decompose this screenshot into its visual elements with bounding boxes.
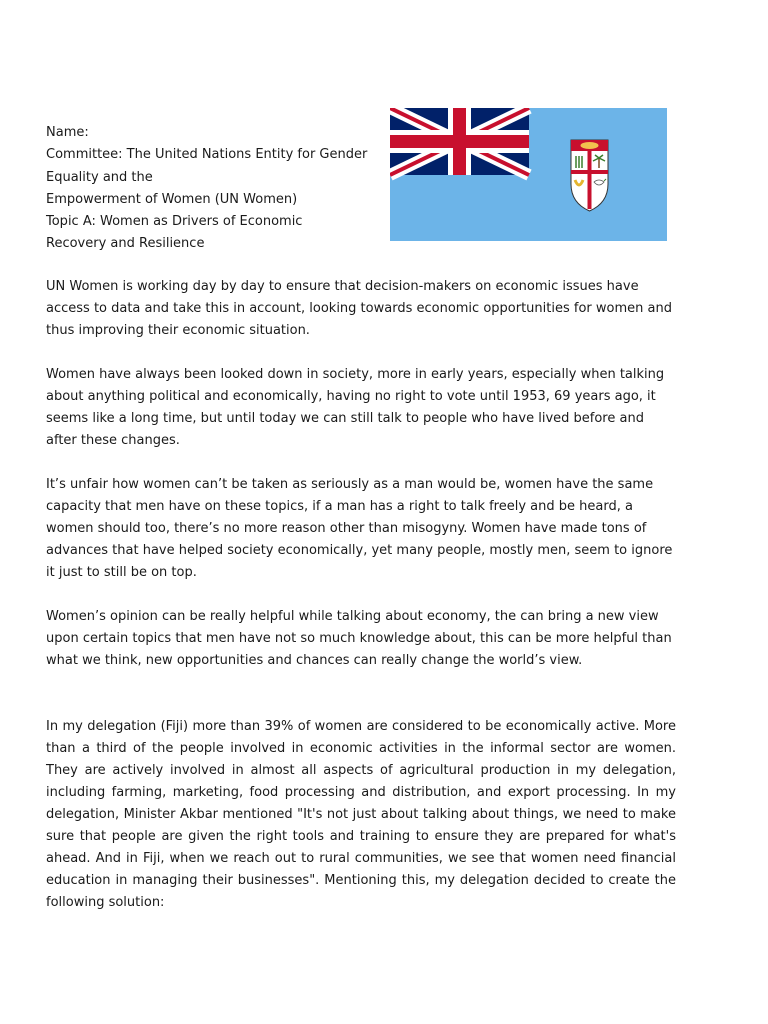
topic-line-1: Topic A: Women as Drivers of Economic (46, 214, 303, 230)
union-jack-canton (390, 108, 529, 175)
paragraph-3: It’s unfair how women can’t be taken as seriously as a man would be, women have the same capacity that men have on these topics, if a man has a right to talk freely and be heard, a women should too, there’s no more reason other than misogyny. Women have made tons of advances that have helped society economically, yet many people, mostly men, seem to ignore it just to still be on top. (46, 477, 673, 580)
paragraph-2: Women have always been looked down in society, more in early years, especially when talking about anything political and economically, having no right to vote until 1953, 69 years ago, it seems like a long time, but until today we can still talk to people who have lived before and after these changes. (46, 367, 665, 448)
committee-line-2: Equality and the (46, 169, 153, 185)
paragraph-1: UN Women is working day by day to ensure that decision-makers on economic issues have access to data and take this in account, looking towards economic opportunities for women and thus improving their economic situation. (46, 279, 672, 338)
paragraph-5: In my delegation (Fiji) more than 39% of women are considered to be economically active. More than a third of the people involved in economic activities in the informal sector are women. They are actively involved in almost all aspects of agricultural production in my delegation, including farming, marketing, food processing and distribution, and export processing. In my delegation, Minister Akbar mentioned "It's not just about talking about things, we need to make sure that people are given the right tools and training to ensure they are prepared for what's ahead. And in Fiji, when we reach out to rural communities, we see that women need financial education in managing their businesses". Mentioning this, my delegation decided to create the following solution: (46, 719, 676, 910)
fiji-shield-emblem (571, 140, 608, 211)
name-label: Name: (46, 125, 89, 140)
topic-line-2: Recovery and Resilience (46, 236, 205, 252)
fiji-flag-image (390, 108, 667, 241)
committee-line-3: Empowerment of Women (UN Women) (46, 191, 298, 207)
document-header (46, 122, 386, 256)
committee-line-1: Committee: The United Nations Entity for Gender (46, 147, 368, 163)
paragraph-4: Women’s opinion can be really helpful while talking about economy, the can bring a new view upon certain topics that men have not so much knowledge about, this can be more helpful than what we think, new opportunities and chances can really change the world’s view. (46, 609, 672, 668)
